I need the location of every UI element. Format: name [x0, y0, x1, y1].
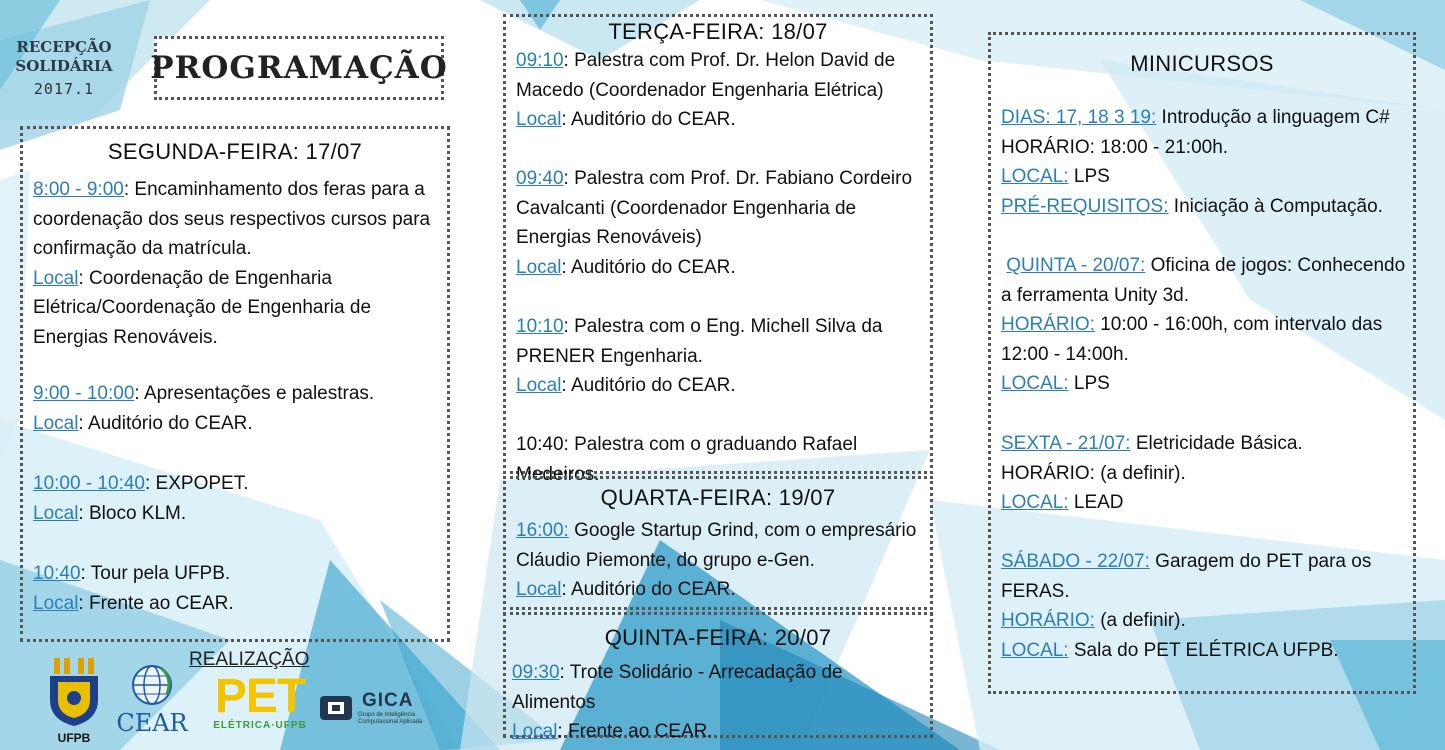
- local-value: Frente ao CEAR.: [88, 592, 234, 614]
- local-value: Auditório do CEAR.: [570, 109, 736, 131]
- local-value: Frente ao CEAR.: [567, 721, 713, 743]
- minicursos-section: [988, 32, 1416, 694]
- local-value: Bloco KLM.: [88, 502, 187, 524]
- item-desc: Apresentações e palestras.: [143, 383, 375, 404]
- time-link[interactable]: 16:00:: [516, 520, 569, 541]
- segunda-section: [20, 126, 450, 642]
- local-value: Auditório do CEAR.: [570, 579, 736, 601]
- local-value: Auditório do CEAR.: [570, 256, 736, 278]
- local-link[interactable]: Local: [516, 375, 562, 397]
- gica-label: GICA: [362, 690, 414, 711]
- terca-heading: TERÇA-FEIRA: 18/07: [608, 19, 828, 44]
- minicurso-item-3: SEXTA - 21/07: Eletricidade Básica. HORÁRIO: (a definir). LOCAL: LEAD: [1001, 433, 1303, 514]
- minicurso-label-link[interactable]: LOCAL:: [1001, 373, 1069, 395]
- time-link[interactable]: 09:10: [516, 50, 564, 71]
- minicurso-label-link[interactable]: HORÁRIO:: [1001, 314, 1095, 336]
- minicurso-label-link[interactable]: DIAS: 17, 18 3 19:: [1001, 107, 1157, 128]
- quarta-heading: QUARTA-FEIRA: 19/07: [600, 485, 836, 510]
- local-value: Coordenação de Engenharia Elétrica/Coordenação de Engenharia de Energias Renováveis.: [33, 267, 372, 348]
- terca-item-3: 10:10: Palestra com o Eng. Michell Silva da PRENER Engenharia. Local: Auditório do CEAR.: [516, 316, 883, 397]
- minicurso-label-link[interactable]: SEXTA - 21/07:: [1001, 433, 1131, 454]
- local-link[interactable]: Local: [516, 109, 562, 131]
- minicurso-label-link[interactable]: LOCAL:: [1001, 639, 1069, 661]
- quarta-item-1: 16:00: Google Startup Grind, com o empresário Cláudio Piemonte, do grupo e-Gen. Local: Auditório do CEAR.: [516, 520, 917, 601]
- ufpb-crest-icon: [46, 656, 102, 726]
- minicurso-label-link[interactable]: LOCAL:: [1001, 492, 1069, 514]
- terca-item-1: 09:10: Palestra com Prof. Dr. Helon David de Macedo (Coordenador Engenharia Elétrica) Local: Auditório do CEAR.: [516, 50, 896, 131]
- minicurso-label-link[interactable]: SÁBADO - 22/07:: [1001, 551, 1150, 572]
- minicurso-label-link[interactable]: LOCAL:: [1001, 166, 1069, 188]
- local-link[interactable]: Local: [33, 412, 79, 434]
- brand-line-2: SOLIDÁRIA: [15, 57, 113, 75]
- quarta-section: [503, 476, 933, 610]
- terca-item-2: 09:40: Palestra com Prof. Dr. Fabiano Cordeiro Cavalcanti (Coordenador Engenharia de Energias Renováveis) Local: Auditório do CEAR.: [516, 168, 913, 278]
- cear-logo: [110, 664, 194, 742]
- item-desc: Encaminhamento dos feras para a coordenação dos seus respectivos cursos para confirmação da matrícula.: [33, 179, 431, 260]
- minicurso-item-1: DIAS: 17, 18 3 19: Introdução a linguagem C# HORÁRIO: 18:00 - 21:00h. LOCAL: LPS PRÉ-REQUISITOS: Iniciação à Computação.: [1001, 107, 1390, 217]
- time-link[interactable]: 09:40: [516, 168, 564, 189]
- minicurso-item-2: QUINTA - 20/07: Oficina de jogos: Conhecendo a ferramenta Unity 3d. HORÁRIO: 10:00 - 16:00h, com intervalo das 12:00 - 14:00h. LOCAL: LPS: [1001, 255, 1406, 395]
- gica-sub-label-1: Grupo de Inteligência: [358, 712, 416, 718]
- item-desc: EXPOPET.: [155, 473, 249, 494]
- gica-logo-icon: [318, 692, 354, 724]
- item-desc: Palestra com Prof. Dr. Helon David de Macedo (Coordenador Engenharia Elétrica): [516, 50, 896, 101]
- local-link[interactable]: Local: [516, 579, 562, 601]
- time-link[interactable]: 09:30: [512, 662, 560, 683]
- segunda-heading: SEGUNDA-FEIRA: 17/07: [107, 139, 363, 164]
- gica-sub-label-2: Computacional Aplicada: [358, 719, 423, 725]
- terca-section: [503, 14, 933, 485]
- cear-globe-icon: [131, 664, 173, 706]
- quinta-heading: QUINTA-FEIRA: 20/07: [604, 625, 832, 650]
- quinta-item-1: 09:30: Trote Solidário - Arrecadação de Alimentos Local: Frente ao CEAR.: [512, 662, 843, 743]
- realizacao-label: REALIZAÇÃO: [189, 649, 310, 670]
- local-link[interactable]: Local: [516, 256, 562, 278]
- local-link[interactable]: Local: [512, 721, 558, 743]
- segunda-item-1: 8:00 - 9:00: Encaminhamento dos feras para a coordenação dos seus respectivos cursos para confirmação da matrícula. Local: Coordenação de Engenharia Elétrica/Coordenação de Engenharia de Energias Renováveis.: [33, 179, 431, 348]
- minicurso-label-link[interactable]: HORÁRIO:: [1001, 610, 1095, 632]
- pet-label: PET: [214, 670, 306, 723]
- item-desc: Palestra com Prof. Dr. Fabiano Cordeiro Cavalcanti (Coordenador Engenharia de Energias Renováveis): [516, 168, 913, 249]
- local-link[interactable]: Local: [33, 267, 79, 289]
- segunda-item-3: 10:00 - 10:40: EXPOPET. Local: Bloco KLM.: [33, 473, 249, 524]
- item-desc: Trote Solidário - Arrecadação de Alimentos: [512, 662, 843, 713]
- time-link[interactable]: 10:00 - 10:40: [33, 473, 145, 494]
- minicursos-heading: MINICURSOS: [1130, 51, 1274, 76]
- cear-label: CEAR: [116, 709, 188, 737]
- brand-line-1: RECEPÇÃO: [16, 38, 112, 56]
- time-link[interactable]: 10:40: [33, 563, 81, 584]
- brand-year: 2017.1: [33, 80, 95, 98]
- ufpb-logo: [46, 656, 102, 744]
- local-link[interactable]: Local: [33, 502, 79, 524]
- time-link[interactable]: 10:10: [516, 316, 564, 337]
- minicurso-label-link[interactable]: QUINTA - 20/07:: [1006, 255, 1146, 276]
- local-link[interactable]: Local: [33, 592, 79, 614]
- terca-item-4: 10:40: Palestra com o graduando Rafael Medeiros.: [516, 434, 858, 485]
- minicurso-item-4: SÁBADO - 22/07: Garagem do PET para os FERAS. HORÁRIO: (a definir). LOCAL: Sala do PET ELÉTRICA UFPB.: [1001, 551, 1372, 661]
- local-value: Auditório do CEAR.: [87, 412, 253, 434]
- page-title: PROGRAMAÇÃO: [154, 36, 444, 100]
- item-desc: Palestra com o Eng. Michell Silva da PRENER Engenharia.: [516, 316, 883, 367]
- quinta-section: [503, 612, 933, 743]
- pet-logo: [210, 670, 310, 731]
- time-link[interactable]: 9:00 - 10:00: [33, 383, 135, 404]
- pet-sub-label: ELÉTRICA·UFPB: [213, 720, 307, 731]
- ufpb-label: UFPB: [57, 731, 91, 745]
- event-brand: [8, 38, 120, 102]
- time-link[interactable]: 8:00 - 9:00: [33, 179, 124, 200]
- segunda-item-4: 10:40: Tour pela UFPB. Local: Frente ao CEAR.: [33, 563, 234, 614]
- local-value: Auditório do CEAR.: [570, 375, 736, 397]
- gica-logo: [318, 690, 438, 730]
- minicurso-label-link[interactable]: PRÉ-REQUISITOS:: [1001, 195, 1169, 217]
- segunda-item-2: 9:00 - 10:00: Apresentações e palestras. Local: Auditório do CEAR.: [33, 383, 375, 434]
- item-desc: Tour pela UFPB.: [90, 563, 231, 584]
- item-desc: Google Startup Grind, com o empresário Cláudio Piemonte, do grupo e-Gen.: [516, 520, 917, 571]
